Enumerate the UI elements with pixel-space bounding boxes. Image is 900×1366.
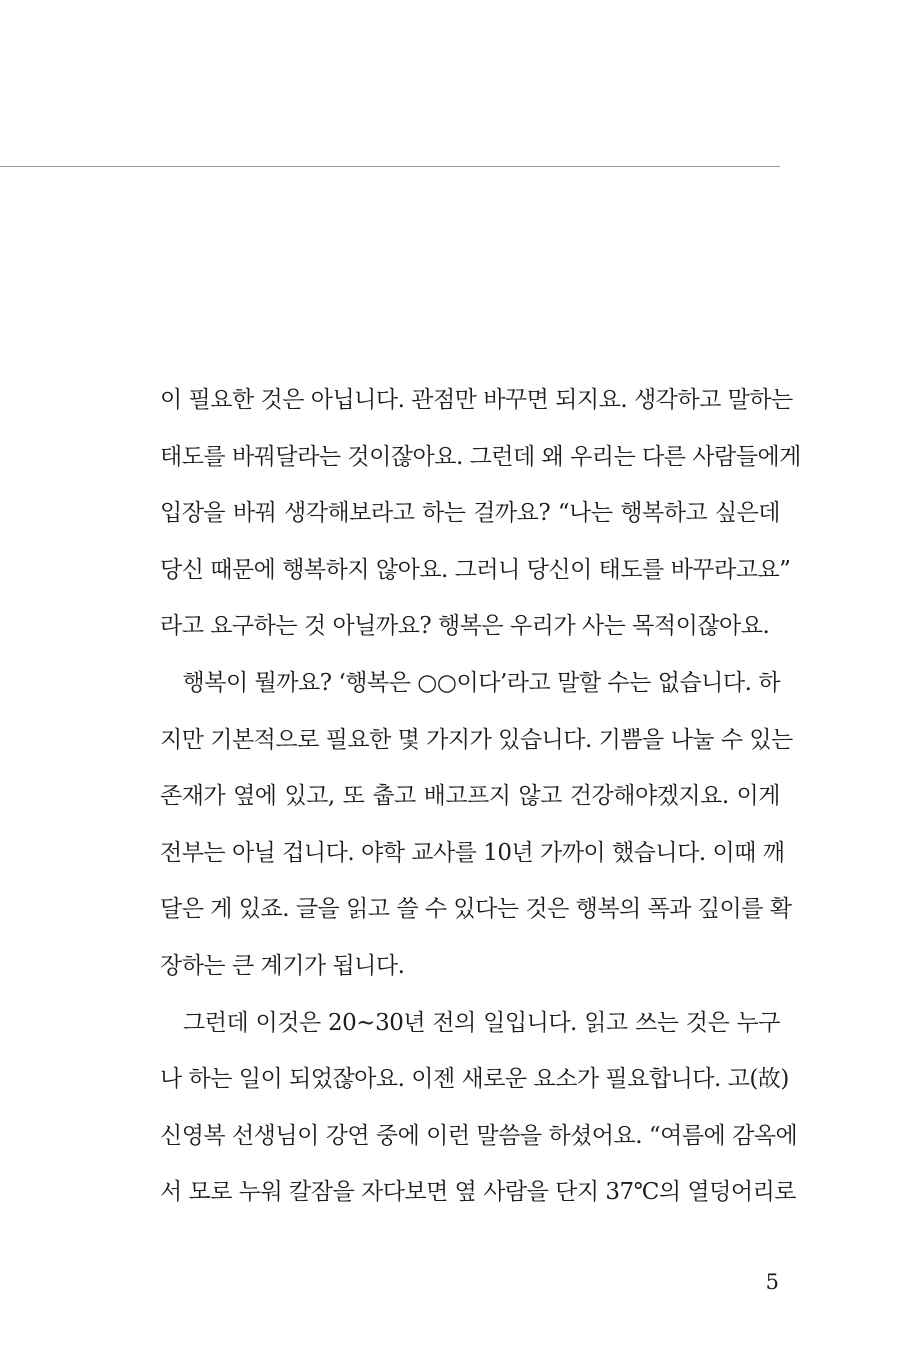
text-line: 당신 때문에 행복하지 않아요. 그러니 당신이 태도를 바꾸라고요” bbox=[160, 556, 791, 583]
page-number: 5 bbox=[765, 1270, 779, 1294]
text-line: 그런데 이것은 20~30년 전의 일입니다. 읽고 쓰는 것은 누구 bbox=[160, 1009, 780, 1036]
body-text bbox=[160, 372, 801, 1221]
header-rule bbox=[0, 166, 780, 167]
text-line: 라고 요구하는 것 아닐까요? 행복은 우리가 사는 목적이잖아요. bbox=[160, 613, 770, 640]
text-line: 나 하는 일이 되었잖아요. 이젠 새로운 요소가 필요합니다. 고(故) bbox=[160, 1066, 789, 1093]
text-line: 서 모로 누워 칼잠을 자다보면 옆 사람을 단지 37℃의 열덩어리로 bbox=[160, 1179, 797, 1206]
text-line: 전부는 아닐 겁니다. 야학 교사를 10년 가까이 했습니다. 이때 깨 bbox=[160, 839, 785, 866]
text-line: 태도를 바꿔달라는 것이잖아요. 그런데 왜 우리는 다른 사람들에게 bbox=[160, 443, 801, 470]
text-line: 행복이 뭘까요? ‘행복은 ○○이다’라고 말할 수는 없습니다. 하 bbox=[160, 669, 780, 696]
text-line: 존재가 옆에 있고, 또 춥고 배고프지 않고 건강해야겠지요. 이게 bbox=[160, 783, 780, 810]
text-line: 이 필요한 것은 아닙니다. 관점만 바꾸면 되지요. 생각하고 말하는 bbox=[160, 387, 793, 413]
text-line: 신영복 선생님이 강연 중에 이런 말씀을 하셨어요. “여름에 감옥에 bbox=[160, 1122, 798, 1149]
text-line: 장하는 큰 계기가 됩니다. bbox=[160, 952, 405, 979]
text-line: 달은 게 있죠. 글을 읽고 쓸 수 있다는 것은 행복의 폭과 깊이를 확 bbox=[160, 896, 792, 923]
text-line: 지만 기본적으로 필요한 몇 가지가 있습니다. 기쁨을 나눌 수 있는 bbox=[160, 726, 793, 753]
text-line: 입장을 바꿔 생각해보라고 하는 걸까요? “나는 행복하고 싶은데 bbox=[160, 500, 780, 527]
